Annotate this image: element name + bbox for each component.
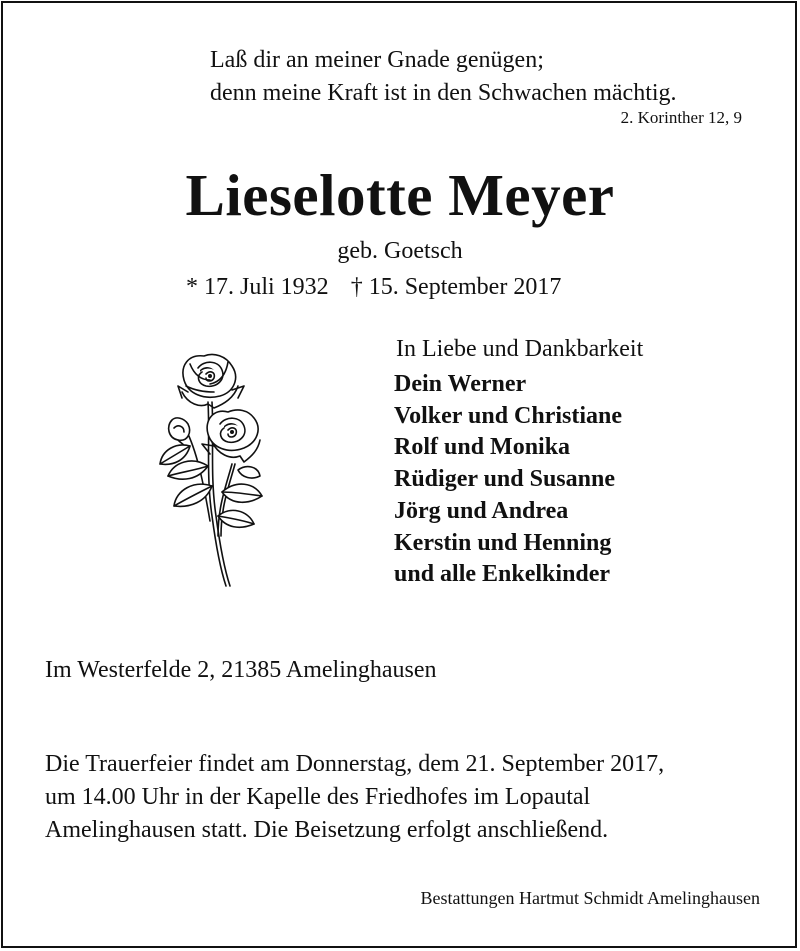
funeral-notice xyxy=(45,748,664,847)
birth-name: geb. Goetsch xyxy=(337,238,463,264)
undertaker: Bestattungen Hartmut Schmidt Amelinghausen xyxy=(420,888,760,908)
deceased-name: Lieselotte Meyer xyxy=(185,162,615,228)
verse-line-1: Laß dir an meiner Gnade genügen; xyxy=(210,47,544,73)
birth-date: * 17. Juli 1932 xyxy=(186,274,329,300)
list-item: Kerstin und Henning xyxy=(394,529,612,556)
death-date: † 15. September 2017 xyxy=(350,274,562,300)
verse-line-2: denn meine Kraft ist in den Schwachen mächtig. xyxy=(210,80,677,106)
list-item: und alle Enkelkinder xyxy=(394,561,611,588)
funeral-line-1: Die Trauerfeier findet am Donnerstag, dem 21. September 2017, xyxy=(45,751,665,777)
mourners-list xyxy=(394,369,622,591)
mourners-intro: In Liebe und Dankbarkeit xyxy=(396,336,644,362)
list-item: Rüdiger und Susanne xyxy=(394,466,615,493)
list-item: Dein Werner xyxy=(394,371,527,397)
funeral-line-3: Amelinghausen statt. Die Beisetzung erfolgt anschließend. xyxy=(45,817,609,843)
list-item: Volker und Christiane xyxy=(394,402,623,429)
list-item: Jörg und Andrea xyxy=(394,497,569,524)
address: Im Westerfelde 2, 21385 Amelinghausen xyxy=(45,657,437,683)
rose-icon xyxy=(148,346,266,590)
list-item: Rolf und Monika xyxy=(394,434,571,461)
funeral-line-2: um 14.00 Uhr in der Kapelle des Friedhofes im Lopautal xyxy=(45,784,591,810)
life-dates xyxy=(186,274,561,301)
verse-reference: 2. Korinther 12, 9 xyxy=(620,108,742,127)
